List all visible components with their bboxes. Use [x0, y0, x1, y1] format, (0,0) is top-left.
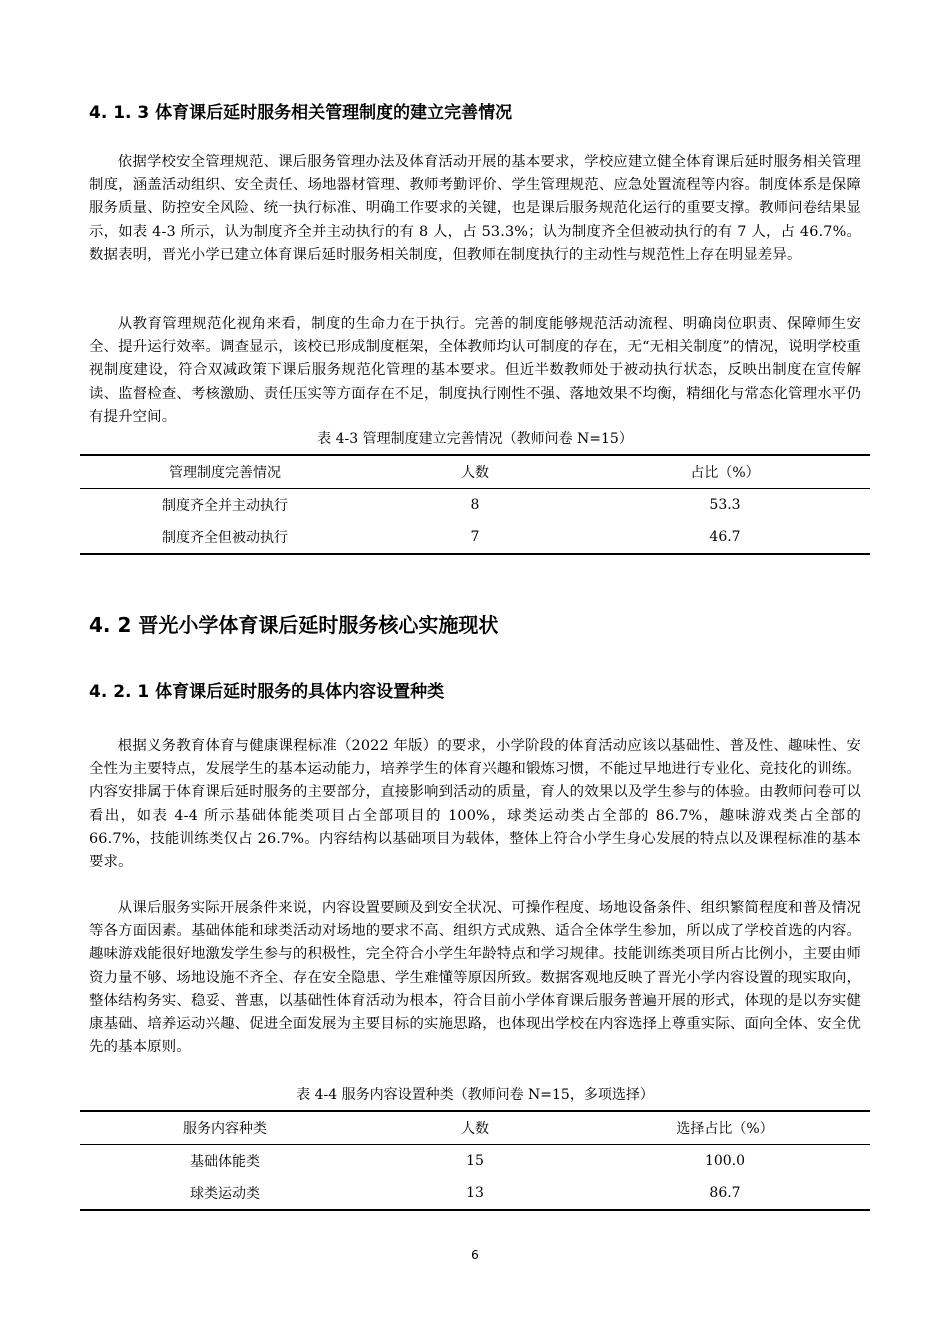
column-header: 占比（%）	[580, 455, 870, 489]
paragraph: 从教育管理规范化视角来看，制度的生命力在于执行。完善的制度能够规范活动流程、明确岗位职责、保障师生安全、提升运行效率。调查显示，该校已形成制度框架，全体教师均认可制度的存在，无“无相关制度”的情况，说明学校重视制度建设，符合双减政策下课后服务规范化管理的基本要求。但近半数教师处于被动执行状态，反映出制度在宣传解读、监督检查、考核激励、责任压实等方面存在不足，制度执行刚性不强、落地效果不均衡，精细化与常态化管理水平仍有提升空间。	[89, 316, 861, 425]
column-header: 管理制度完善情况	[80, 455, 370, 489]
table-header-row	[80, 1111, 870, 1145]
table-caption: 表 4-3 管理制度建立完善情况（教师问卷 N=15）	[317, 431, 633, 447]
section-heading-4-2-1: 4. 2. 1 体育课后延时服务的具体内容设置种类	[89, 682, 445, 702]
table-cell: 53.3	[709, 497, 741, 513]
column-header: 人数	[370, 455, 580, 489]
table-row	[80, 1145, 870, 1178]
table-caption: 表 4-4 服务内容设置种类（教师问卷 N=15，多项选择）	[296, 1087, 654, 1103]
table-cell: 7	[370, 521, 580, 554]
table-header-row	[80, 455, 870, 489]
table-4-4	[80, 1110, 870, 1211]
table-cell: 基础体能类	[190, 1154, 260, 1170]
table-row	[80, 489, 870, 522]
table-cell: 13	[370, 1177, 580, 1210]
table-cell: 15	[466, 1153, 484, 1169]
table-cell: 球类运动类	[80, 1177, 370, 1210]
paragraph: 从课后服务实际开展条件来说，内容设置要顾及到安全状况、可操作程度、场地设备条件、组织繁简程度和普及情况等各方面因素。基础体能和球类活动对场地的要求不高、组织方式成熟、适合全体学生参加，所以成了学校首选的内容。趣味游戏能很好地激发学生参与的积极性，完全符合小学生年龄特点和学习规律。技能训练类项目所占比例小，主要由师资力量不够、场地设施不齐全、存在安全隐患、学生难懂等原因所致。数据客观地反映了晋光小学内容设置的现实取向，整体结构务实、稳妥、普惠，以基础性体育活动为根本，符合目前小学体育课后服务普遍开展的形式，体现的是以夯实健康基础、培养运动兴趣、促进全面发展为主要目标的实施思路，也体现出学校在内容选择上尊重实际、面向全体、安全优先的基本原则。	[89, 900, 861, 1056]
table-cell: 86.7	[580, 1177, 870, 1210]
section-heading-4-1-3: 4. 1. 3 体育课后延时服务相关管理制度的建立完善情况	[89, 103, 513, 123]
column-header: 服务内容种类	[80, 1111, 370, 1145]
table-cell: 46.7	[580, 521, 870, 554]
page-number: 6	[471, 1248, 479, 1262]
table-cell: 制度齐全但被动执行	[80, 521, 370, 554]
table-row	[80, 1177, 870, 1210]
section-heading-4-2: 4. 2 晋光小学体育课后延时服务核心实施现状	[89, 613, 499, 637]
paragraph: 根据义务教育体育与健康课程标准（2022 年版）的要求，小学阶段的体育活动应该以基础性、普及性、趣味性、安全性为主要特点，发展学生的基本运动能力，培养学生的体育兴趣和锻炼习惯，不能过早地进行专业化、竞技化的训练。内容安排属于体育课后延时服务的主要部分，直接影响到活动的质量，育人的效果以及学生参与的体验。由教师问卷可以看出，如表 4-4 所示基础体能类项目占全部项目的 100%，球类运动类占全部的 86.7%，趣味游戏类占全部的 66.7%，技能训练类仅占 26.7%。内容结构以基础项目为载体，整体上符合小学生身心发展的特点以及课程标准的基本要求。	[89, 738, 861, 871]
column-header: 人数	[370, 1111, 580, 1145]
table-cell: 100.0	[704, 1153, 746, 1169]
table-cell: 8	[470, 497, 480, 513]
table-cell: 制度齐全并主动执行	[162, 498, 288, 514]
paragraph: 依据学校安全管理规范、课后服务管理办法及体育活动开展的基本要求，学校应建立健全体育课后延时服务相关管理制度，涵盖活动组织、安全责任、场地器材管理、教师考勤评价、学生管理规范、应急处置流程等内容。制度体系是保障服务质量、防控安全风险、统一执行标准、明确工作要求的关键，也是课后服务规范化运行的重要支撑。教师问卷结果显示，如表 4-3 所示，认为制度齐全并主动执行的有 8 人，占 53.3%；认为制度齐全但被动执行的有 7 人，占 46.7%。数据表明，晋光小学已建立体育课后延时服务相关制度，但教师在制度执行的主动性与规范性上存在明显差异。	[89, 154, 861, 263]
column-header: 选择占比（%）	[580, 1111, 870, 1145]
table-4-3	[80, 454, 870, 555]
table-row	[80, 521, 870, 554]
